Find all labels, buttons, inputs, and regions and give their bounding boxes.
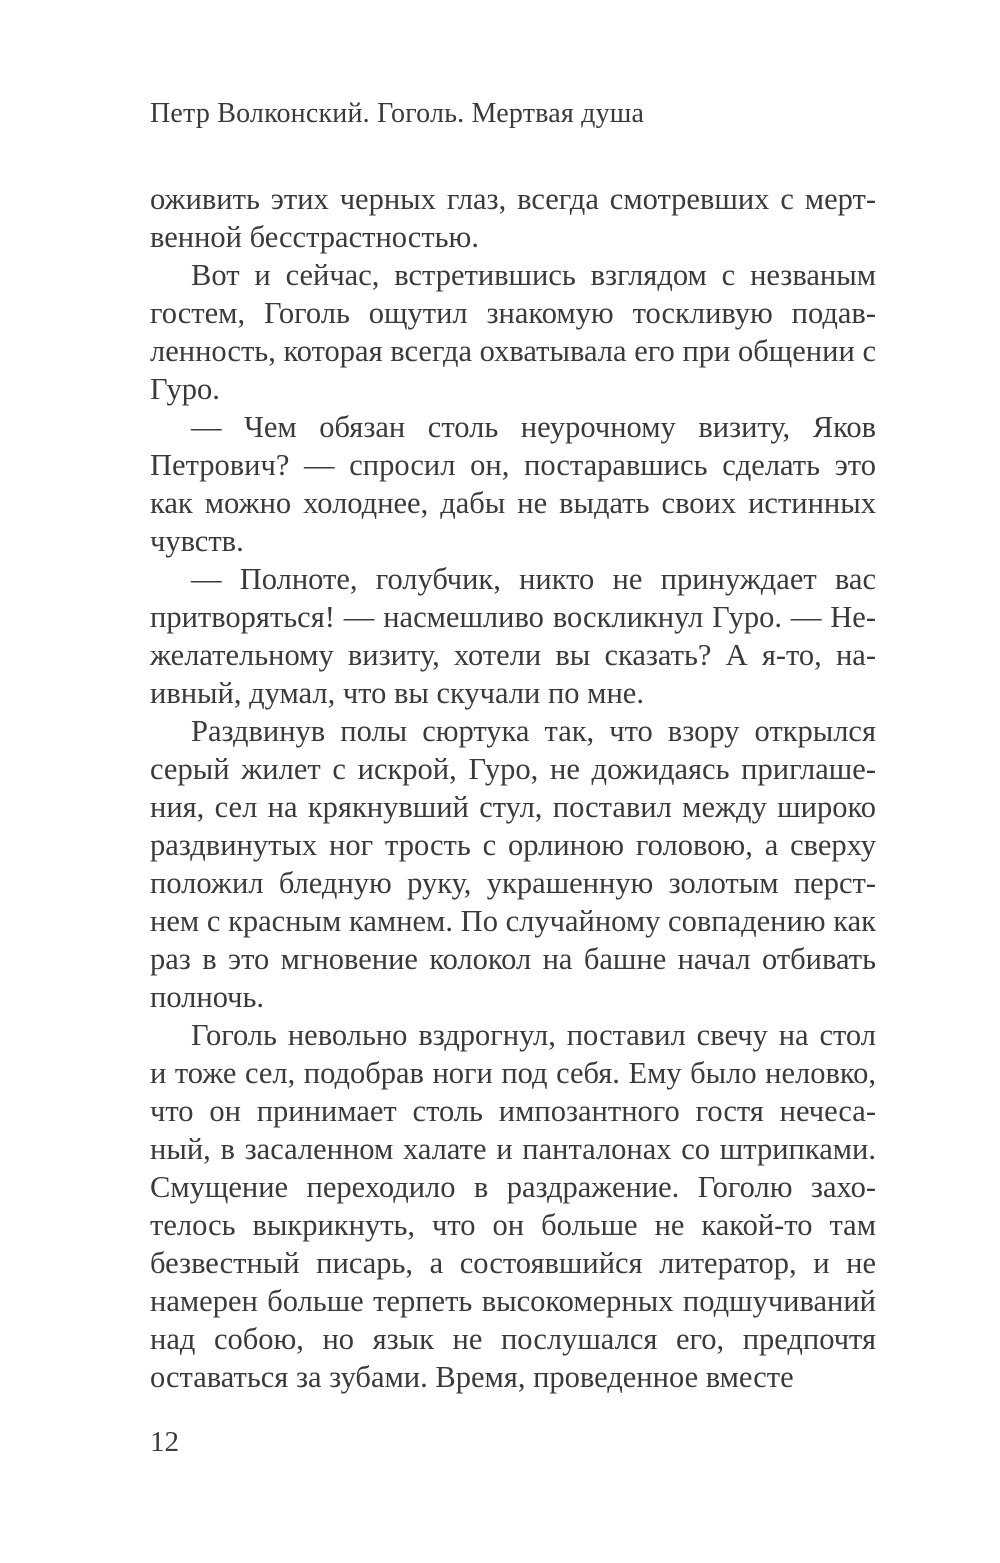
paragraph-2: Вот и сейчас, встретившись взглядом с незваным гостем, Гоголь ощутил знакомую тоскливую подавленность, которая всегда охватывала его при общении с Гуро. bbox=[150, 258, 876, 406]
paragraph-5: Раздвинув полы сюртука так, что взору открылся серый жилет с искрой, Гуро, не дожидаясь приглашения, сел на крякнувший стул, поставил между широко раздвинутых ног трость с орлиною головою, а сверху положил бледную руку, украшенную золотым перстнем с красным камнем. По случайному совпадению как раз в это мгновение колокол на башне начал отбивать полночь. bbox=[150, 714, 876, 1014]
paragraph-6: Гоголь невольно вздрогнул, поставил свечу на стол и тоже сел, подобрав ноги под себя. Ему было неловко, что он принимает столь импозантного гостя нечесаный, в засаленном халате и панталонах со штрипками. Смущение переходило в раздражение. Гоголю захотелось выкрикнуть, что он больше не какой-то там безвестный писарь, а состоявшийся литератор, и не намерен больше терпеть высокомерных подшучиваний над собою, но язык не послушался его, предпочтя оставаться за зубами. Время, проведенное вместе bbox=[150, 1018, 876, 1394]
paragraph-4: — Полноте, голубчик, никто не принуждает вас притворяться! — насмешливо воскликнул Гуро. — Нежелательному визиту, хотели вы сказать? А я-то, наивный, думал, что вы скучали по мне. bbox=[150, 562, 876, 710]
running-header-title: Петр Волконский. Гоголь. Мертвая душа bbox=[150, 98, 645, 129]
paragraph-3: — Чем обязан столь неурочному визиту, Яков Петрович? — спросил он, постаравшись сделать это как можно холоднее, дабы не выдать своих истинных чувств. bbox=[150, 410, 876, 558]
paragraph-1: оживить этих черных глаз, всегда смотревших с мертвенной бесстрастностью. bbox=[150, 182, 876, 254]
page-body-text bbox=[150, 180, 876, 1396]
page-number: 12 bbox=[150, 1426, 179, 1458]
